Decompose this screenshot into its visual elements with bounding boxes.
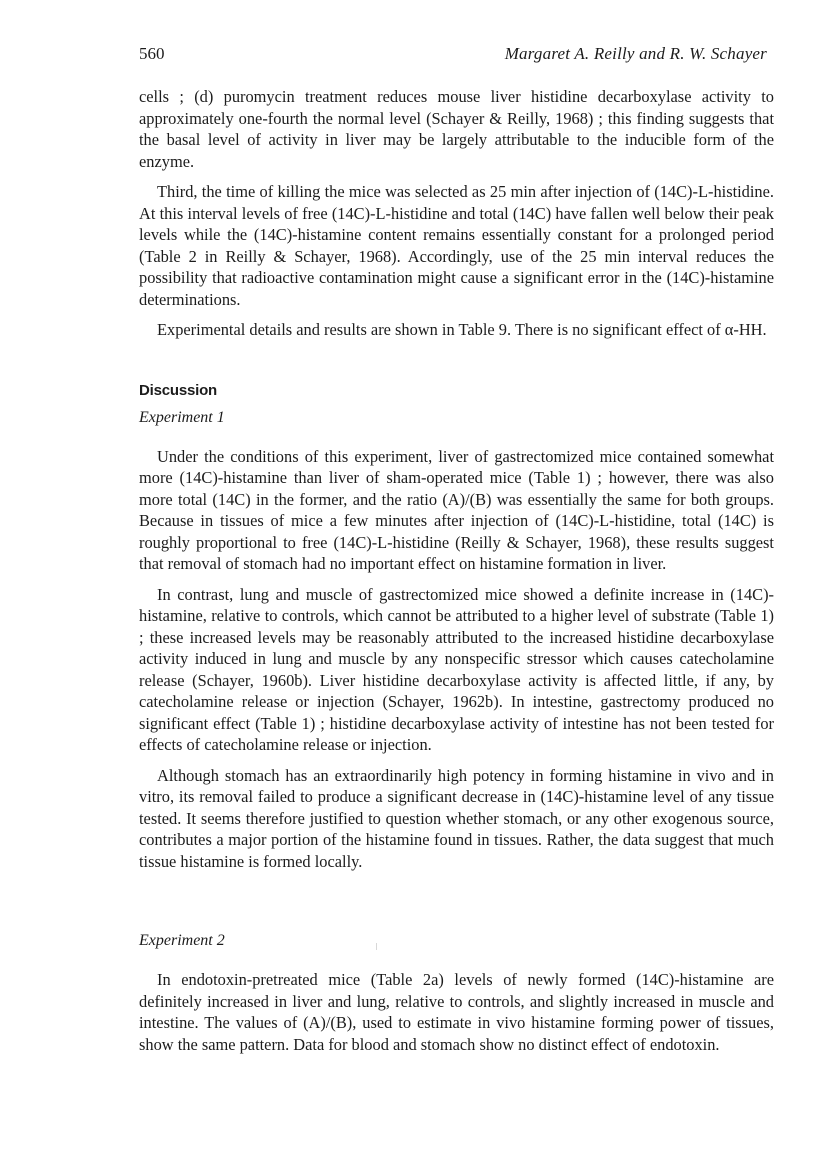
page-header <box>0 44 816 74</box>
experiment-1-paragraph-2: In contrast, lung and muscle of gastrectomized mice showed a definite increase in (14C)-histamine, relative to controls, which cannot be attributed to a higher level of substrate (Table 1) ; these increased levels may be reasonably attributed to the increased histidine decarboxylase activity induced in lung and muscle by any nonspecific stressor which causes catecholamine release (Schayer, 1960b). Liver histidine decarboxylase activity is affected little, if any, by catecholamine release or injection (Schayer, 1962b). In intestine, gastrectomy produced no significant effect (Table 1) ; histidine decarboxylase activity of intestine has not been tested for effects of catecholamine release or injection. <box>139 584 774 754</box>
discussion-heading: Discussion <box>139 381 218 399</box>
paragraph-details: Experimental details and results are shown in Table 9. There is no significant effect of α-HH. <box>157 320 767 339</box>
experiment-1-heading: Experiment 1 <box>139 408 225 426</box>
article-body <box>139 86 774 1055</box>
experiment-2-paragraph-1: In endotoxin-pretreated mice (Table 2a) levels of newly formed (14C)-histamine are definitely increased in liver and lung, relative to controls, and slightly increased in muscle and intestine. The values of (A)/(B), used to estimate in vivo histamine forming power of tissues, show the same pattern. Data for blood and stomach show no distinct effect of endotoxin. <box>139 970 774 1054</box>
paragraph-continued: cells ; (d) puromycin treatment reduces mouse liver histidine decarboxylase activity to approximately one-fourth the normal level (Schayer & Reilly, 1968) ; this finding suggests that the basal level of activity in liver may be largely attributable to the inducible form of the enzyme. <box>139 87 774 171</box>
page-number: 560 <box>139 44 165 63</box>
paragraph-third: Third, the time of killing the mice was selected as 25 min after injection of (14C)-L-histidine. At this interval levels of free (14C)-L-histidine and total (14C) have fallen well below their peak levels while the (14C)-histamine content remains essentially constant for a prolonged period (Table 2 in Reilly & Schayer, 1968). Accordingly, use of the 25 min interval reduces the possibility that radioactive contamination might cause a significant error in the (14C)-histamine determinations. <box>139 182 774 309</box>
experiment-2-heading: Experiment 2 <box>139 932 225 949</box>
running-head: Margaret A. Reilly and R. W. Schayer <box>504 44 767 63</box>
scan-mark <box>376 943 377 950</box>
experiment-1-paragraph-1: Under the conditions of this experiment, liver of gastrectomized mice contained somewhat more (14C)-histamine than liver of sham-operated mice (Table 1) ; however, there was also more total (14C) in the former, and the ratio (A)/(B) was essentially the same for both groups. Because in tissues of mice a few minutes after injection of (14C)-L-histidine, total (14C) is roughly proportional to free (14C)-L-histidine (Reilly & Schayer, 1968), these results suggest that removal of stomach had no important effect on histamine formation in liver. <box>139 446 774 573</box>
experiment-1-paragraph-3: Although stomach has an extraordinarily high potency in forming histamine in vivo and in vitro, its removal failed to produce a significant decrease in (14C)-histamine level of any tissue tested. It seems therefore justified to question whether stomach, or any other exogenous source, contributes a major portion of the histamine found in tissues. Rather, the data suggest that much tissue histamine is formed locally. <box>139 765 774 871</box>
